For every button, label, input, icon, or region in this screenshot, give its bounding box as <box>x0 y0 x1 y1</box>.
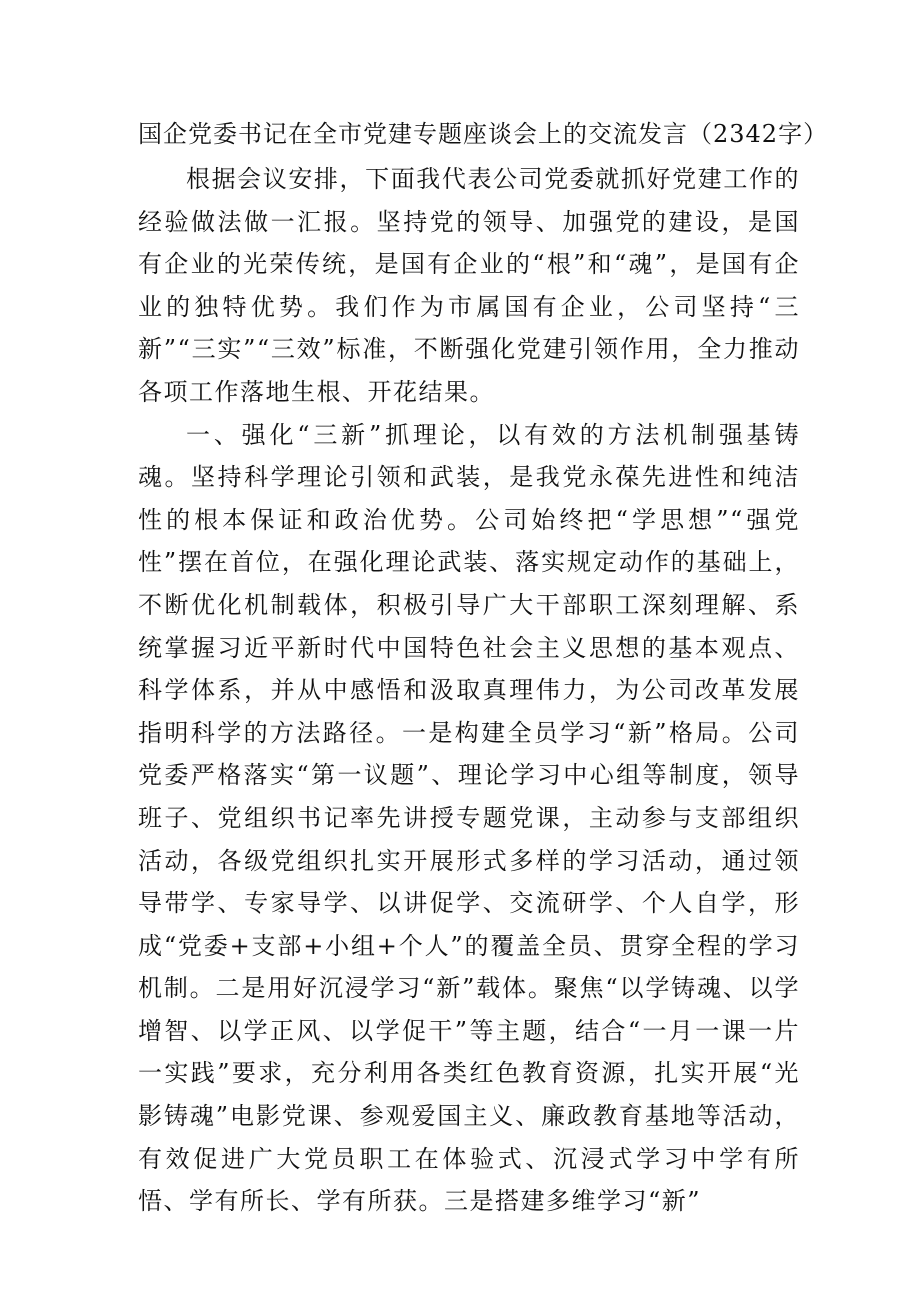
paragraph-section-one: 一、强化“三新”抓理论，以有效的方法机制强基铸魂。坚持科学理论引领和武装，是我党永葆先进性和纯洁性的根本保证和政治优势。公司始终把“学思想”“强党性”摆在首位，在强化理论武装、落实规定动作的基础上，不断优化机制载体，积极引导广大干部职工深刻理解、系统掌握习近平新时代中国特色社会主义思想的基本观点、科学体系，并从中感悟和汲取真理伟力，为公司改革发展指明科学的方法路径。一是构建全员学习“新”格局。公司党委严格落实“第一议题”、理论学习中心组等制度，领导班子、党组织书记率先讲授专题党课，主动参与支部组织活动，各级党组织扎实开展形式多样的学习活动，通过领导带学、专家导学、以讲促学、交流研学、个人自学，形成“党委+支部+小组+个人”的覆盖全员、贯穿全程的学习机制。二是用好沉浸学习“新”载体。聚焦“以学铸魂、以学增智、以学正风、以学促干”等主题，结合“一月一课一片一实践”要求，充分利用各类红色教育资源，扎实开展“光影铸魂”电影党课、参观爱国主义、廉政教育基地等活动，有效促进广大党员职工在体验式、沉浸式学习中学有所悟、学有所长、学有所获。三是搭建多维学习“新” <box>138 420 800 1216</box>
paragraph-intro: 根据会议安排，下面我代表公司党委就抓好党建工作的经验做法做一汇报。坚持党的领导、加强党的建设，是国有企业的光荣传统，是国有企业的“根”和“魂”，是国有企业的独特优势。我们作为市属国有企业，公司坚持“三新”“三实”“三效”标准，不断强化党建引领作用，全力推动各项工作落地生根、开花结果。 <box>138 165 800 406</box>
document-title: 国企党委书记在全市党建专题座谈会上的交流发言（2342字） <box>138 120 829 148</box>
document-body <box>138 158 800 1223</box>
